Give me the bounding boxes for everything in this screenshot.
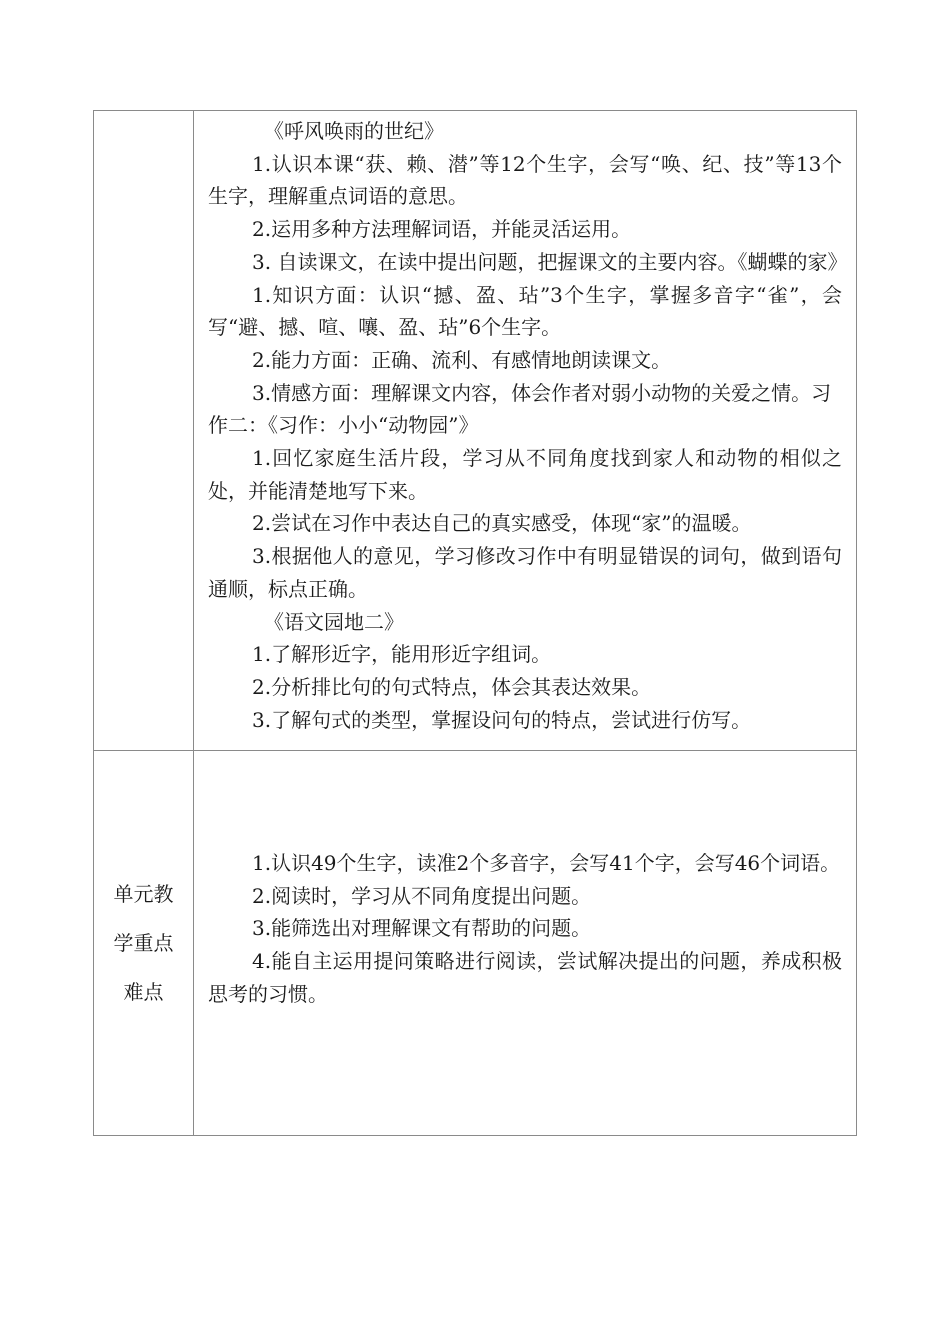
- objective-item: 2.运用多种方法理解词语，并能灵活运用。: [252, 217, 632, 242]
- objective-item: 3.了解句式的类型，掌握设问句的特点，尝试进行仿写。: [252, 707, 752, 732]
- key-points-text: [194, 751, 856, 1011]
- objective-item: 1.知识方面：认识“撼、盈、玷”3个生字，掌握多音字“雀”，会写“避、撼、喧、嚷、盈、玷”6个生字。: [208, 282, 842, 340]
- objectives-text: [194, 111, 856, 736]
- objective-item: 1.认识本课“获、赖、潜”等12个生字，会写“唤、纪、技”等13个生字，理解重点词语的意思。: [208, 151, 842, 209]
- row-label-cell: [94, 751, 193, 1135]
- lesson-title: 《语文园地二》: [264, 609, 404, 634]
- key-point-item: 4.能自主运用提问策略进行阅读，尝试解决提出的问题，养成积极思考的习惯。: [208, 949, 842, 1006]
- objective-item: 3.情感方面：理解课文内容，体会作者对弱小动物的关爱之情。习作二：《习作：小小“动物园”》: [208, 380, 832, 438]
- key-point-item: 1.认识49个生字，读准2个多音字，会写41个字，会写46个词语。: [252, 851, 841, 875]
- key-point-item: 3.能筛选出对理解课文有帮助的问题。: [252, 916, 592, 941]
- objective-item: 2.尝试在习作中表达自己的真实感受，体现“家”的温暖。: [252, 511, 752, 536]
- objective-item: 3. 自读课文，在读中提出问题，把握课文的主要内容。《蝴蝶的家》: [252, 249, 848, 274]
- objective-item: 1.回忆家庭生活片段，学习从不同角度找到家人和动物的相似之处，并能清楚地写下来。: [208, 446, 842, 503]
- objective-item: 3.根据他人的意见，学习修改习作中有明显错误的词句，做到语句通顺，标点正确。: [208, 544, 842, 601]
- key-point-item: 2.阅读时，学习从不同角度提出问题。: [252, 883, 592, 908]
- objectives-cell: [194, 111, 856, 750]
- row-label: 单元教学重点难点: [113, 881, 174, 1004]
- objective-item: 2.分析排比句的句式特点，体会其表达效果。: [252, 674, 652, 699]
- objective-item: 2.能力方面：正确、流利、有感情地朗读课文。: [252, 347, 672, 372]
- key-points-cell: [194, 751, 856, 1135]
- lesson-plan-table: [93, 110, 857, 1136]
- objective-item: 1.了解形近字，能用形近字组词。: [252, 642, 552, 667]
- lesson-title: 《呼风唤雨的世纪》: [264, 119, 444, 143]
